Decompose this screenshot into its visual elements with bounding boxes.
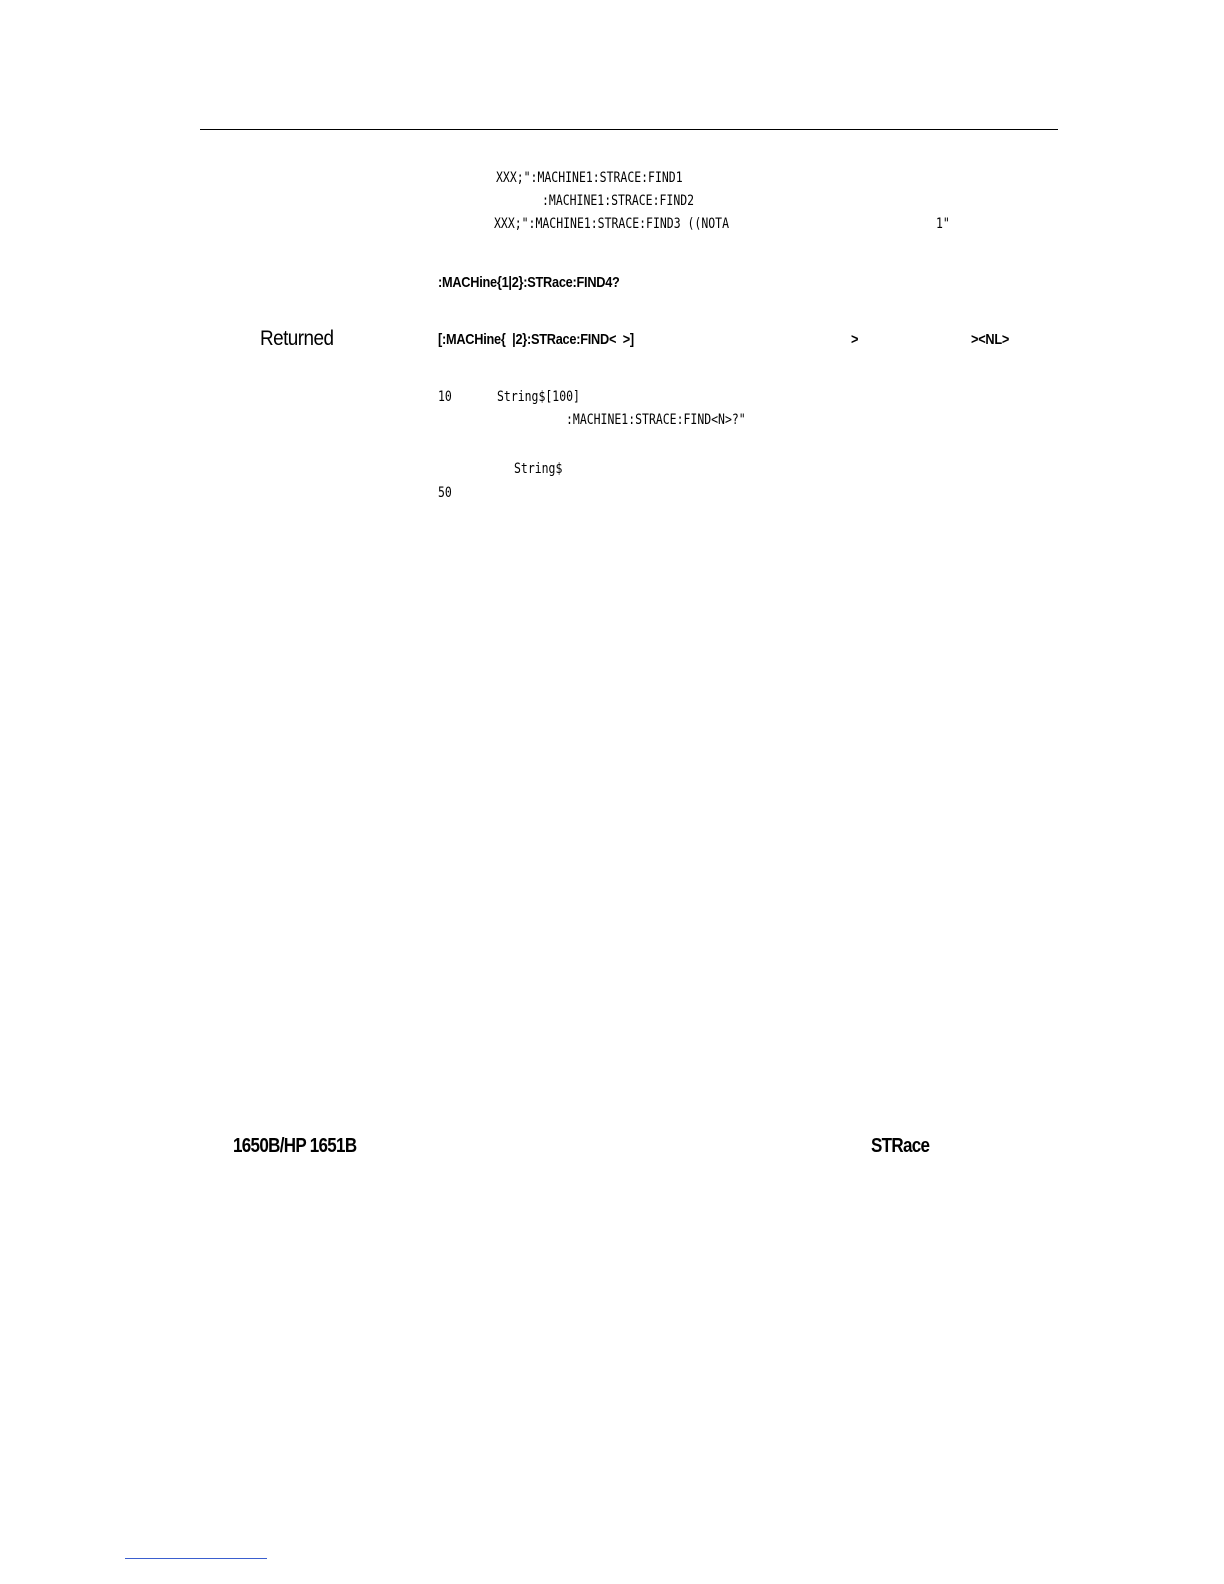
program-line-number-10: 10 xyxy=(438,389,452,405)
returned-label: Returned xyxy=(260,327,334,350)
program-line-1-code: String$[100] xyxy=(497,389,580,405)
returned-format-mid: > xyxy=(851,331,859,348)
program-line-3-code: String$ xyxy=(514,461,563,477)
example-line-3: XXX;":MACHINE1:STRACE:FIND3 ((NOTA xyxy=(494,216,729,232)
example-line-1: XXX;":MACHINE1:STRACE:FIND1 xyxy=(496,170,683,186)
query-syntax: :MACHine{1|2}:STRace:FIND4? xyxy=(438,274,620,291)
example-line-3-tail: 1" xyxy=(936,216,950,232)
header-rule xyxy=(200,129,1058,130)
returned-format-end: ><NL> xyxy=(971,331,1010,348)
program-line-2-code: :MACHINE1:STRACE:FIND<N>?" xyxy=(566,412,746,428)
returned-format: [:MACHine{ |2}:STRace:FIND< >] xyxy=(438,331,634,348)
bottom-link-underline xyxy=(125,1558,267,1559)
example-line-2: :MACHINE1:STRACE:FIND2 xyxy=(542,193,695,209)
footer-model: 1650B/HP 1651B xyxy=(233,1135,357,1157)
program-line-number-50: 50 xyxy=(438,485,452,501)
footer-section: STRace xyxy=(871,1135,930,1157)
